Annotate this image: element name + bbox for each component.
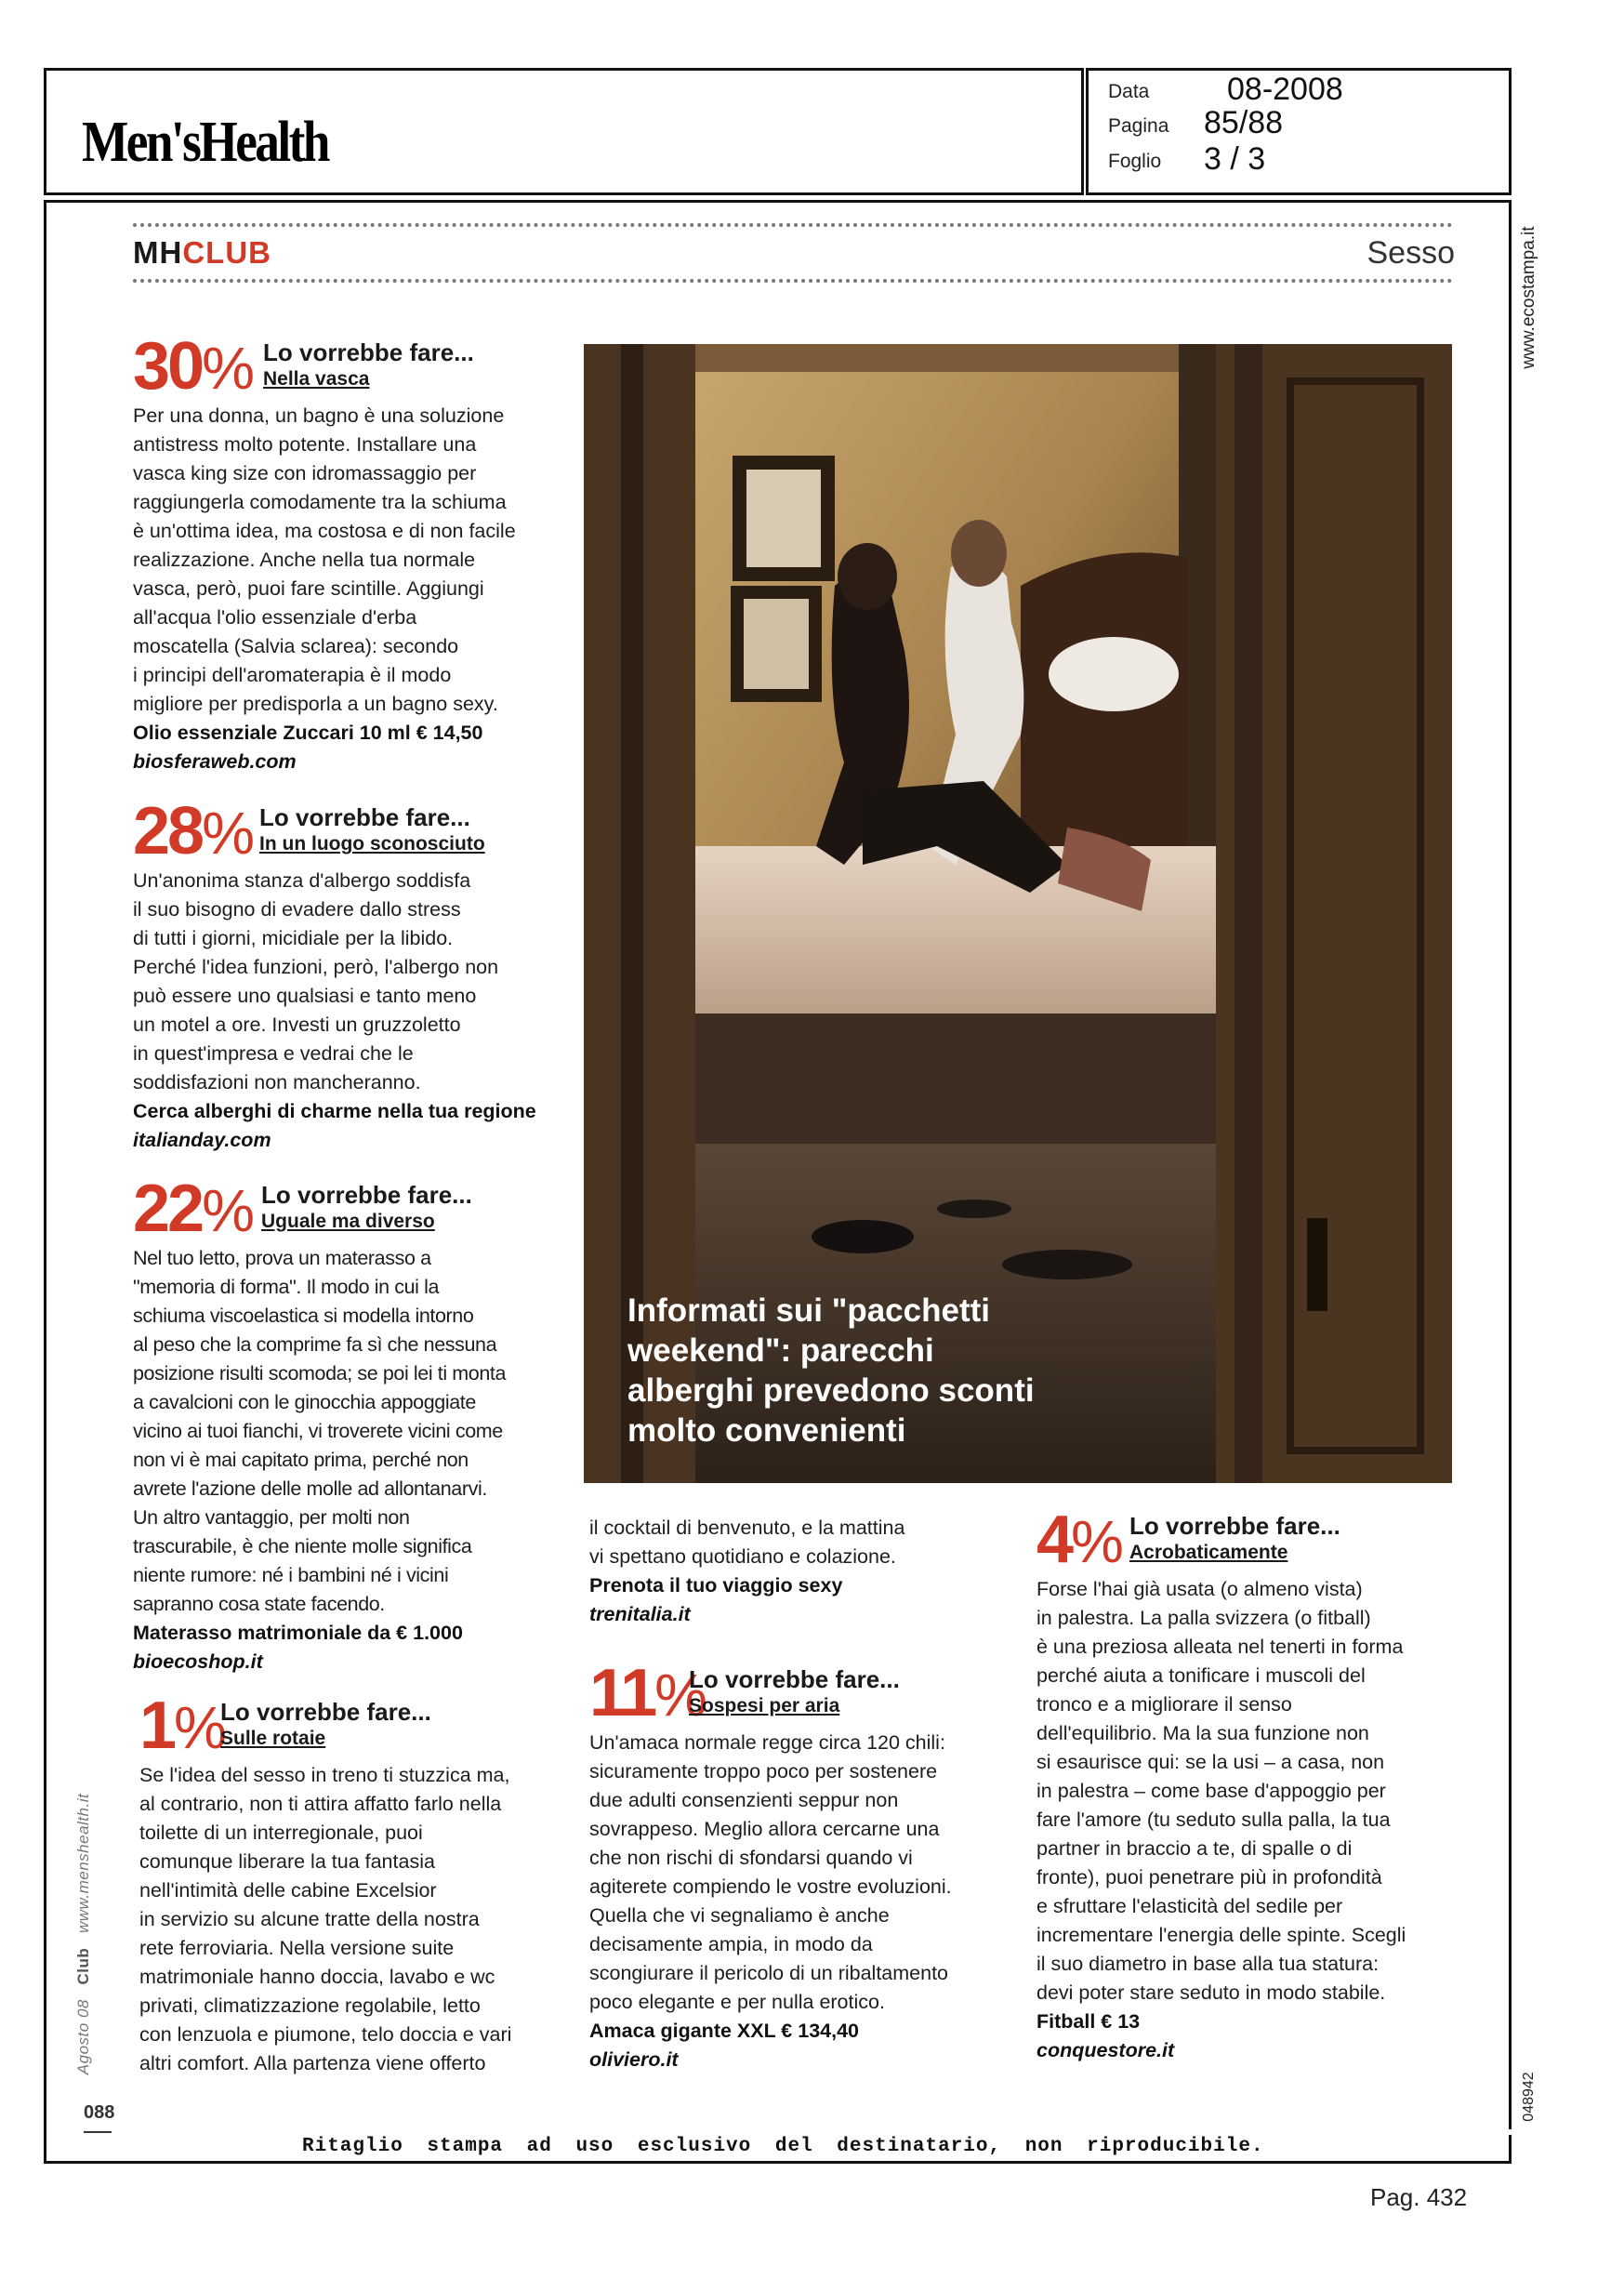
kicker: Lo vorrebbe fare... <box>263 338 474 366</box>
article-body: Se l'idea del sesso in treno ti stuzzica ma, al contrario, non ti attira affatto farlo nella toilette di un interregionale, puoi comunque liberare la tua fantasia nell'intimità delle cabine Excelsior in servizio su alcune tratte della nostra rete ferroviaria. Nella versione suite matrimoniale hanno doccia, lavabo e wc privati, climatizzazione regolabile, letto con lenzuola e piumone, telo doccia e vari altri comfort. Alla partenza viene offerto <box>139 1764 512 2074</box>
issue-vertical <box>65 1767 102 2101</box>
section-mh: MH <box>133 235 183 270</box>
kicker: Lo vorrebbe fare... <box>220 1698 431 1726</box>
archive-page-number: Pag. 432 <box>1370 2183 1468 2211</box>
continuation-body: il cocktail di benvenuto, e la mattina vi spettano quotidiano e colazione. <box>589 1517 905 1568</box>
product-line: Cerca alberghi di charme nella tua regione <box>133 1100 536 1122</box>
kicker: Lo vorrebbe fare... <box>689 1665 900 1693</box>
subtitle: Sospesi per aria <box>689 1695 840 1716</box>
article-body: Forse l'hai già usata (o almeno vista) in palestra. La palla svizzera (o fitball) è una preziosa alleata nel tenerti in forma perché aiuta a tonificare i muscoli del tronco e a migliorare il senso dell'equilibrio. Ma la sua funzione non si esaurisce qui: se la usi – a casa, non in palestra – come base d'appoggio per fare l'amore (tu seduto sulla palla, la tua partner in braccio a te, di spalle o di fronte), puoi penetrare più in profondità e sfruttare l'elasticità del sedile per incrementare l'energia delle spinte. Scegli il suo diametro in base alla tua statura: devi poter stare seduto in modo stabile. <box>1036 1578 1406 2004</box>
article-4 <box>1036 1503 1473 2065</box>
section-topic: Sesso <box>1367 235 1455 271</box>
article-1 <box>139 1689 581 2078</box>
subtitle: Uguale ma diverso <box>261 1211 435 1232</box>
dotted-rule-top <box>133 223 1453 227</box>
article-head <box>139 1689 581 1763</box>
press-clipping-notice: Ritaglio stampa ad uso esclusivo del destinatario, non riproducibile. <box>302 2136 1264 2157</box>
article-body: Nel tuo letto, prova un materasso a "memoria di forma". Il modo in cui la schiuma viscoelastica si modella intorno al peso che la comprime fa sì che nessuna posizione risulti scomoda; se poi lei ti monta a cavalcioni con le ginocchia appoggiate vicino ai tuoi fianchi, vi troverete vicini come non vi è mai capitato prima, perché non avrete l'azione delle molle ad allontanarvi. Un altro vantaggio, per molti non trascurabile, è che niente molle significa niente rumore: né i bambini né i vicini sapranno cosa state facendo. <box>133 1247 507 1615</box>
product-line: Materasso matrimoniale da € 1.000 <box>133 1622 463 1644</box>
issue-club: Club <box>74 1947 92 1985</box>
article-11 <box>589 1656 1017 2074</box>
photo-caption: Informati sui "pacchetti weekend": parecchi alberghi prevedono sconti molto convenienti <box>627 1292 1035 1449</box>
data-label: Data <box>1108 81 1150 102</box>
foglio-value: 3 / 3 <box>1204 141 1266 177</box>
article-28 <box>133 794 574 1155</box>
code-vertical <box>1511 2060 1548 2134</box>
data-value: 08-2008 <box>1227 72 1343 107</box>
issue-url: www.menshealth.it <box>74 1793 92 1934</box>
kicker: Lo vorrebbe fare... <box>259 803 470 831</box>
pagina-value: 85/88 <box>1204 105 1284 140</box>
article-body: Un'amaca normale regge circa 120 chili: sicuramente troppo poco per sostenere due adulti consenzienti seppur non sovrappeso. Meglio allora cercarne una che non rischi di sfondarsi quando vi agiterete compiendo le vostre evoluzioni. Quella che vi segnaliamo è anche decisamente ampia, in modo da scongiurare il pericolo di un ribaltamento poco elegante e per nulla erotico. <box>589 1731 952 2013</box>
article-22 <box>133 1172 574 1676</box>
subtitle: Sulle rotaie <box>220 1728 326 1749</box>
article-body: Un'anonima stanza d'albergo soddisfa il suo bisogno di evadere dallo stress di tutti i giorni, micidiale per la libido. Perché l'idea funzioni, però, l'albergo non può essere uno qualsiasi e tanto meno un motel a ore. Investi un gruzzoletto in quest'impresa e vedrai che le soddisfazioni non mancheranno. <box>133 869 499 1093</box>
article-body: Per una donna, un bagno è una soluzione antistress molto potente. Installare una vasca king size con idromassaggio per raggiungerla comodamente tra la schiuma è un'ottima idea, ma costosa e di non facile realizzazione. Anche nella tua normale vasca, però, puoi fare scintille. Aggiungi all'acqua l'olio essenziale d'erba moscatella (Salvia sclarea): secondo i principi dell'aromaterapia è il modo migliore per predisporla a un bagno sexy. <box>133 404 516 715</box>
article-head <box>1036 1503 1473 1577</box>
article-head <box>133 329 574 404</box>
site-link[interactable]: italianday.com <box>133 1129 271 1151</box>
percent: 28% <box>133 794 255 868</box>
magazine-page-number: 088 <box>84 2102 115 2123</box>
issue-date: Agosto 08 <box>74 1999 92 2075</box>
article-head <box>133 794 574 868</box>
article-head <box>133 1172 574 1246</box>
article-head <box>589 1656 1017 1730</box>
product-line: Prenota il tuo viaggio sexy <box>589 1574 843 1597</box>
page-number-rule <box>84 2131 112 2133</box>
ecostampa-vertical <box>1511 214 1548 381</box>
foglio-label: Foglio <box>1108 151 1162 172</box>
article-30 <box>133 329 574 776</box>
product-line: Olio essenziale Zuccari 10 ml € 14,50 <box>133 722 483 744</box>
issue-text <box>74 1794 93 2074</box>
percent: 22% <box>133 1172 255 1246</box>
percent: 1% <box>139 1689 227 1763</box>
subtitle: Nella vasca <box>263 368 370 390</box>
site-link[interactable]: trenitalia.it <box>589 1603 691 1625</box>
masthead-logo: Men'sHealth <box>82 111 328 174</box>
subtitle: In un luogo sconosciuto <box>259 833 485 855</box>
site-link[interactable]: conquestore.it <box>1036 2039 1175 2061</box>
section-club: CLUB <box>182 235 271 270</box>
site-link[interactable]: biosferaweb.com <box>133 750 297 773</box>
kicker: Lo vorrebbe fare... <box>261 1181 472 1209</box>
percent: 4% <box>1036 1503 1124 1577</box>
percent: 30% <box>133 329 255 404</box>
section-label <box>133 235 271 271</box>
percent: 11% <box>589 1656 708 1730</box>
frame-gap <box>1483 2129 1514 2135</box>
site-link[interactable]: bioecoshop.it <box>133 1650 263 1673</box>
product-line: Fitball € 13 <box>1036 2010 1141 2033</box>
site-link[interactable]: oliviero.it <box>589 2048 679 2071</box>
product-line: Amaca gigante XXL € 134,40 <box>589 2020 859 2042</box>
article-1-continuation <box>589 1514 998 1629</box>
ecostampa-text: www.ecostampa.it <box>1519 226 1538 369</box>
kicker: Lo vorrebbe fare... <box>1129 1512 1340 1540</box>
code-text: 048942 <box>1521 2072 1537 2122</box>
pagina-label: Pagina <box>1108 115 1169 137</box>
dotted-rule-bottom <box>133 279 1453 283</box>
subtitle: Acrobaticamente <box>1129 1542 1288 1563</box>
